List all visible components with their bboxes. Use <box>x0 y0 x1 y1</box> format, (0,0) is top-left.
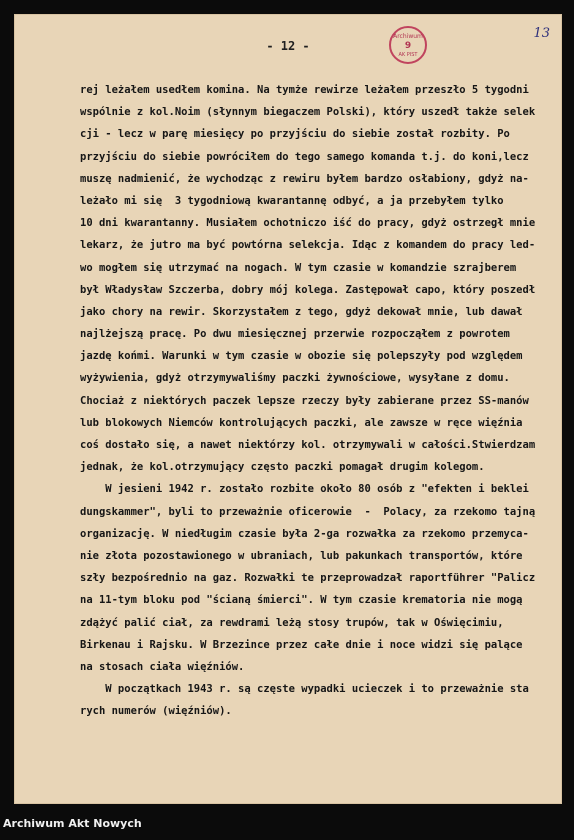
text-line-23: szły bezpośrednio na gaz. Rozwałki te przeprowadzał raportführer "Palicz <box>80 572 536 585</box>
text-line-11: jako chory na rewir. Skorzystałem z tego, gdyż dekował mnie, lub dawał <box>80 305 523 318</box>
text-line-28: W początkach 1943 r. są częste wypadki ucieczek i to przeważnie sta <box>80 683 529 696</box>
text-line-17: coś dostało się, a nawet niektórzy kol. otrzymywali w całości.Stwierdzam <box>80 439 536 451</box>
text-line-18: jednak, że kol.otrzymujący często paczki pomagał drugim kolegom. <box>80 461 485 474</box>
text-line-7: 10 dni kwarantanny. Musiałem ochotniczo iść do pracy, gdyż ostrzegł mnie <box>80 217 536 230</box>
text-line-15: Chociaż z niektórych paczek lepsze rzeczy były zabierane przez SS-manów <box>80 394 529 407</box>
text-line-4: przyjściu do siebie powróciłem do tego samego komanda t.j. do koni,lecz <box>80 150 529 163</box>
stamp-bottom-text: AK PIST <box>398 52 418 58</box>
handwritten-sheet-number: 13 <box>533 26 550 41</box>
text-line-8: lekarz, że jutro ma być powtórna selekcja. Idąc z komandem do pracy led- <box>80 239 536 252</box>
text-line-3: cji - lecz w parę miesięcy po przyjściu do siebie został rozbity. Po <box>80 128 510 141</box>
archive-footer-label: Archiwum Akt Nowych <box>3 817 142 830</box>
text-line-9: wo mogłem się utrzymać na nogach. W tym czasie w komandzie szrajberem <box>80 261 517 274</box>
document-body <box>80 79 562 722</box>
text-line-20: dungskammer", byli to przeważnie oficerowie - Polacy, za rzekomo tajną <box>80 505 536 518</box>
text-line-1: rej leżałem usedłem komina. Na tymże rewirze leżałem przeszło 5 tygodni <box>80 84 529 96</box>
text-line-5: muszę nadmienić, że wychodząc z rewiru byłem bardzo osłabiony, gdyż na- <box>80 172 529 185</box>
text-line-13: jazdę końmi. Warunki w tym czasie w obozie się polepszyły pod względem <box>80 350 523 363</box>
text-line-27: na stosach ciała więźniów. <box>80 660 245 673</box>
text-line-2: wspólnie z kol.Noim (słynnym biegaczem Polski), który uszedł także selek <box>80 106 536 119</box>
text-line-19: W jesieni 1942 r. zostało rozbite około 80 osób z "efekten i beklei <box>80 483 529 496</box>
text-line-6: leżało mi się 3 tygodniową kwarantannę odbyć, a ja przebyłem tylko <box>80 194 504 207</box>
text-line-14: wyżywienia, gdyż otrzymywaliśmy paczki żywnościowe, wysyłane z domu. <box>80 372 510 385</box>
text-line-21: organizację. W niedługim czasie była 2-ga rozwałka za rzekomo przemyca- <box>80 527 529 540</box>
text-line-12: najlżejszą pracę. Po dwu miesięcznej przerwie rozpocząłem z powrotem <box>80 328 510 341</box>
stamp-top-text: Archiwum <box>393 33 423 40</box>
page-number: - 12 - <box>266 39 310 53</box>
text-line-29: rych numerów (więźniów). <box>80 705 232 718</box>
text-line-10: był Władysław Szczerba, dobry mój kolega. Zastępował capo, który poszedł <box>80 283 536 296</box>
text-line-26: Birkenau i Rajsku. W Brzezince przez całe dnie i noce widzi się palące <box>80 638 523 651</box>
document-page <box>14 14 562 804</box>
text-line-24: na 11-tym bloku pod "ścianą śmierci". W tym czasie krematoria nie mogą <box>80 594 523 607</box>
text-line-16: lub blokowych Niemców kontrolujących paczki, ale zawsze w ręce więźnia <box>80 416 523 429</box>
text-line-22: nie złota pozostawionego w ubraniach, lub pakunkach transportów, które <box>80 549 523 562</box>
text-line-25: zdążyć palić ciał, za rewdrami leżą stosy trupów, tak w Oświęcimiu, <box>80 616 504 629</box>
stamp-middle-text: 9 <box>404 41 412 51</box>
